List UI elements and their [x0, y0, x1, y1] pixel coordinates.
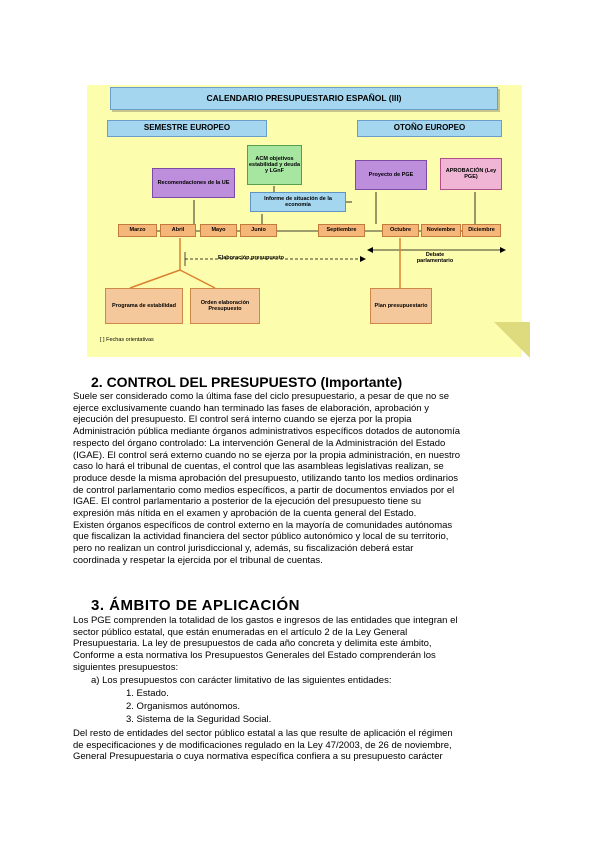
- recomendaciones-box: Recomendaciones de la UE: [152, 168, 235, 198]
- section3-closing-line: Del resto de entidades del sector público estatal a las que resulte de aplicación el régimen: [73, 728, 453, 739]
- diagram-connectors: [0, 0, 600, 372]
- section2-line: ejecución del presupuesto. El control será interno cuando se ejerza por la propia: [73, 414, 412, 426]
- section2-line: Existen órganos específicos de control externo en la mayoría de comunidades autónomas: [73, 519, 453, 531]
- section2-line: ejerce exclusivamente cuando han terminado las fases de elaboración, aprobación y: [73, 402, 429, 414]
- month-diciembre: Diciembre: [462, 224, 501, 237]
- sub-list-item: 2. Organismos autónomos.: [126, 701, 241, 712]
- acm-box: ACM objetivos estabilidad y deuda y LGnF: [247, 145, 302, 185]
- orden-elaboracion-box: Orden elaboración Presupuesto: [190, 288, 260, 324]
- section2-line: pero no realizan un control jurisdiccional y, además, su fiscalización deberá estar: [73, 543, 414, 555]
- semestre-europeo-label: SEMESTRE EUROPEO: [107, 120, 267, 137]
- month-marzo: Marzo: [118, 224, 157, 237]
- diagram-legend: [ ] Fechas orientativas: [100, 337, 154, 343]
- section3-closing: [73, 728, 527, 763]
- section2-line: (IGAE). El control será externo cuando no se ejerza por la propia administración, en nuestro: [73, 449, 461, 461]
- section2-heading: 2. CONTROL DEL PRESUPUESTO (Importante): [91, 374, 403, 390]
- month-abril: Abril: [160, 224, 196, 237]
- programa-estabilidad-box: Programa de estabilidad: [105, 288, 183, 324]
- proyecto-box: Proyecto de PGE: [355, 160, 427, 190]
- section2-line: respecto del órgano controlado: La intervención General de la Administración del Estado: [73, 437, 446, 449]
- section3-line: siguientes presupuestos:: [73, 661, 179, 673]
- section2-body: [73, 391, 527, 567]
- section2-line: que fiscalizan la actividad financiera del sector público autonómico y local de su territorio,: [73, 531, 449, 543]
- section3-closing-line: General Presupuestaria o cuya normativa específica confiera a su presupuesto carácter: [73, 751, 443, 763]
- section2-line: produce desde la misma aprobación del presupuesto, utilizando tanto los medios ordinarios: [73, 472, 458, 484]
- elaboracion-label: Elaboración presupuesto: [218, 255, 285, 261]
- budget-calendar-diagram: [0, 0, 600, 372]
- section3-closing-line: de especificaciones y de modificaciones regulado en la Ley 47/2003, de 26 de noviembre,: [73, 739, 452, 751]
- debate-label: Debate parlamentario: [416, 252, 454, 265]
- informe-box: Informe de situación de la economía: [250, 192, 346, 212]
- section3-line: Los PGE comprenden la totalidad de los gastos e ingresos de las entidades que integran el: [73, 615, 458, 626]
- section3-line: sector público estatal, que están enumeradas en el artículo 2 de la Ley General: [73, 626, 408, 638]
- diagram-title: CALENDARIO PRESUPUESTARIO ESPAÑOL (III): [110, 87, 498, 110]
- month-noviembre: Noviembre: [421, 224, 461, 237]
- list-item-a: a) Los presupuestos con carácter limitativo de las siguientes entidades:: [91, 675, 392, 686]
- plan-presupuestario-box: Plan presupuestario: [370, 288, 432, 324]
- month-mayo: Mayo: [200, 224, 237, 237]
- section2-line: de control parlamentario como medios específicos, a partir de documentos enviados por el: [73, 484, 455, 496]
- section2-line: caso lo hará el tribunal de cuentas, el control que las asambleas legislativas realizan, se: [73, 461, 444, 473]
- sub-list-item: 1. Estado.: [126, 688, 169, 699]
- section2-line: Suele ser considerado como la última fase del ciclo presupuestario, a pesar de que no se: [73, 391, 449, 402]
- section3-body: [73, 615, 527, 674]
- section2-line: IGAE. El control parlamentario a posterior de la ejecución del presupuesto tiene su: [73, 496, 422, 508]
- section3-line: Presupuestaria. La ley de presupuestos de cada año concreta y delimita este ámbito,: [73, 638, 432, 650]
- section2-line: Administración pública mediante órganos administrativos específicos dotados de autonomía: [73, 426, 461, 438]
- otono-europeo-label: OTOÑO EUROPEO: [357, 120, 502, 137]
- aprobacion-box: APROBACIÓN (Ley PGE): [440, 158, 502, 190]
- section3-heading: 3. ÁMBITO DE APLICACIÓN: [91, 597, 301, 614]
- section2-line: expresión más nítida en el examen y aprobación de la cuenta general del Estado.: [73, 508, 417, 520]
- section3-line: Conforme a esta normativa los Presupuestos Generales del Estado comprenderán los: [73, 650, 436, 662]
- section2-line: coordinada y respetar la ejercida por el tribunal de cuentas.: [73, 554, 323, 566]
- month-junio: Junio: [240, 224, 277, 237]
- month-octubre: Octubre: [382, 224, 419, 237]
- sub-list-item: 3. Sistema de la Seguridad Social.: [126, 714, 272, 725]
- month-septiembre: Septiembre: [318, 224, 365, 237]
